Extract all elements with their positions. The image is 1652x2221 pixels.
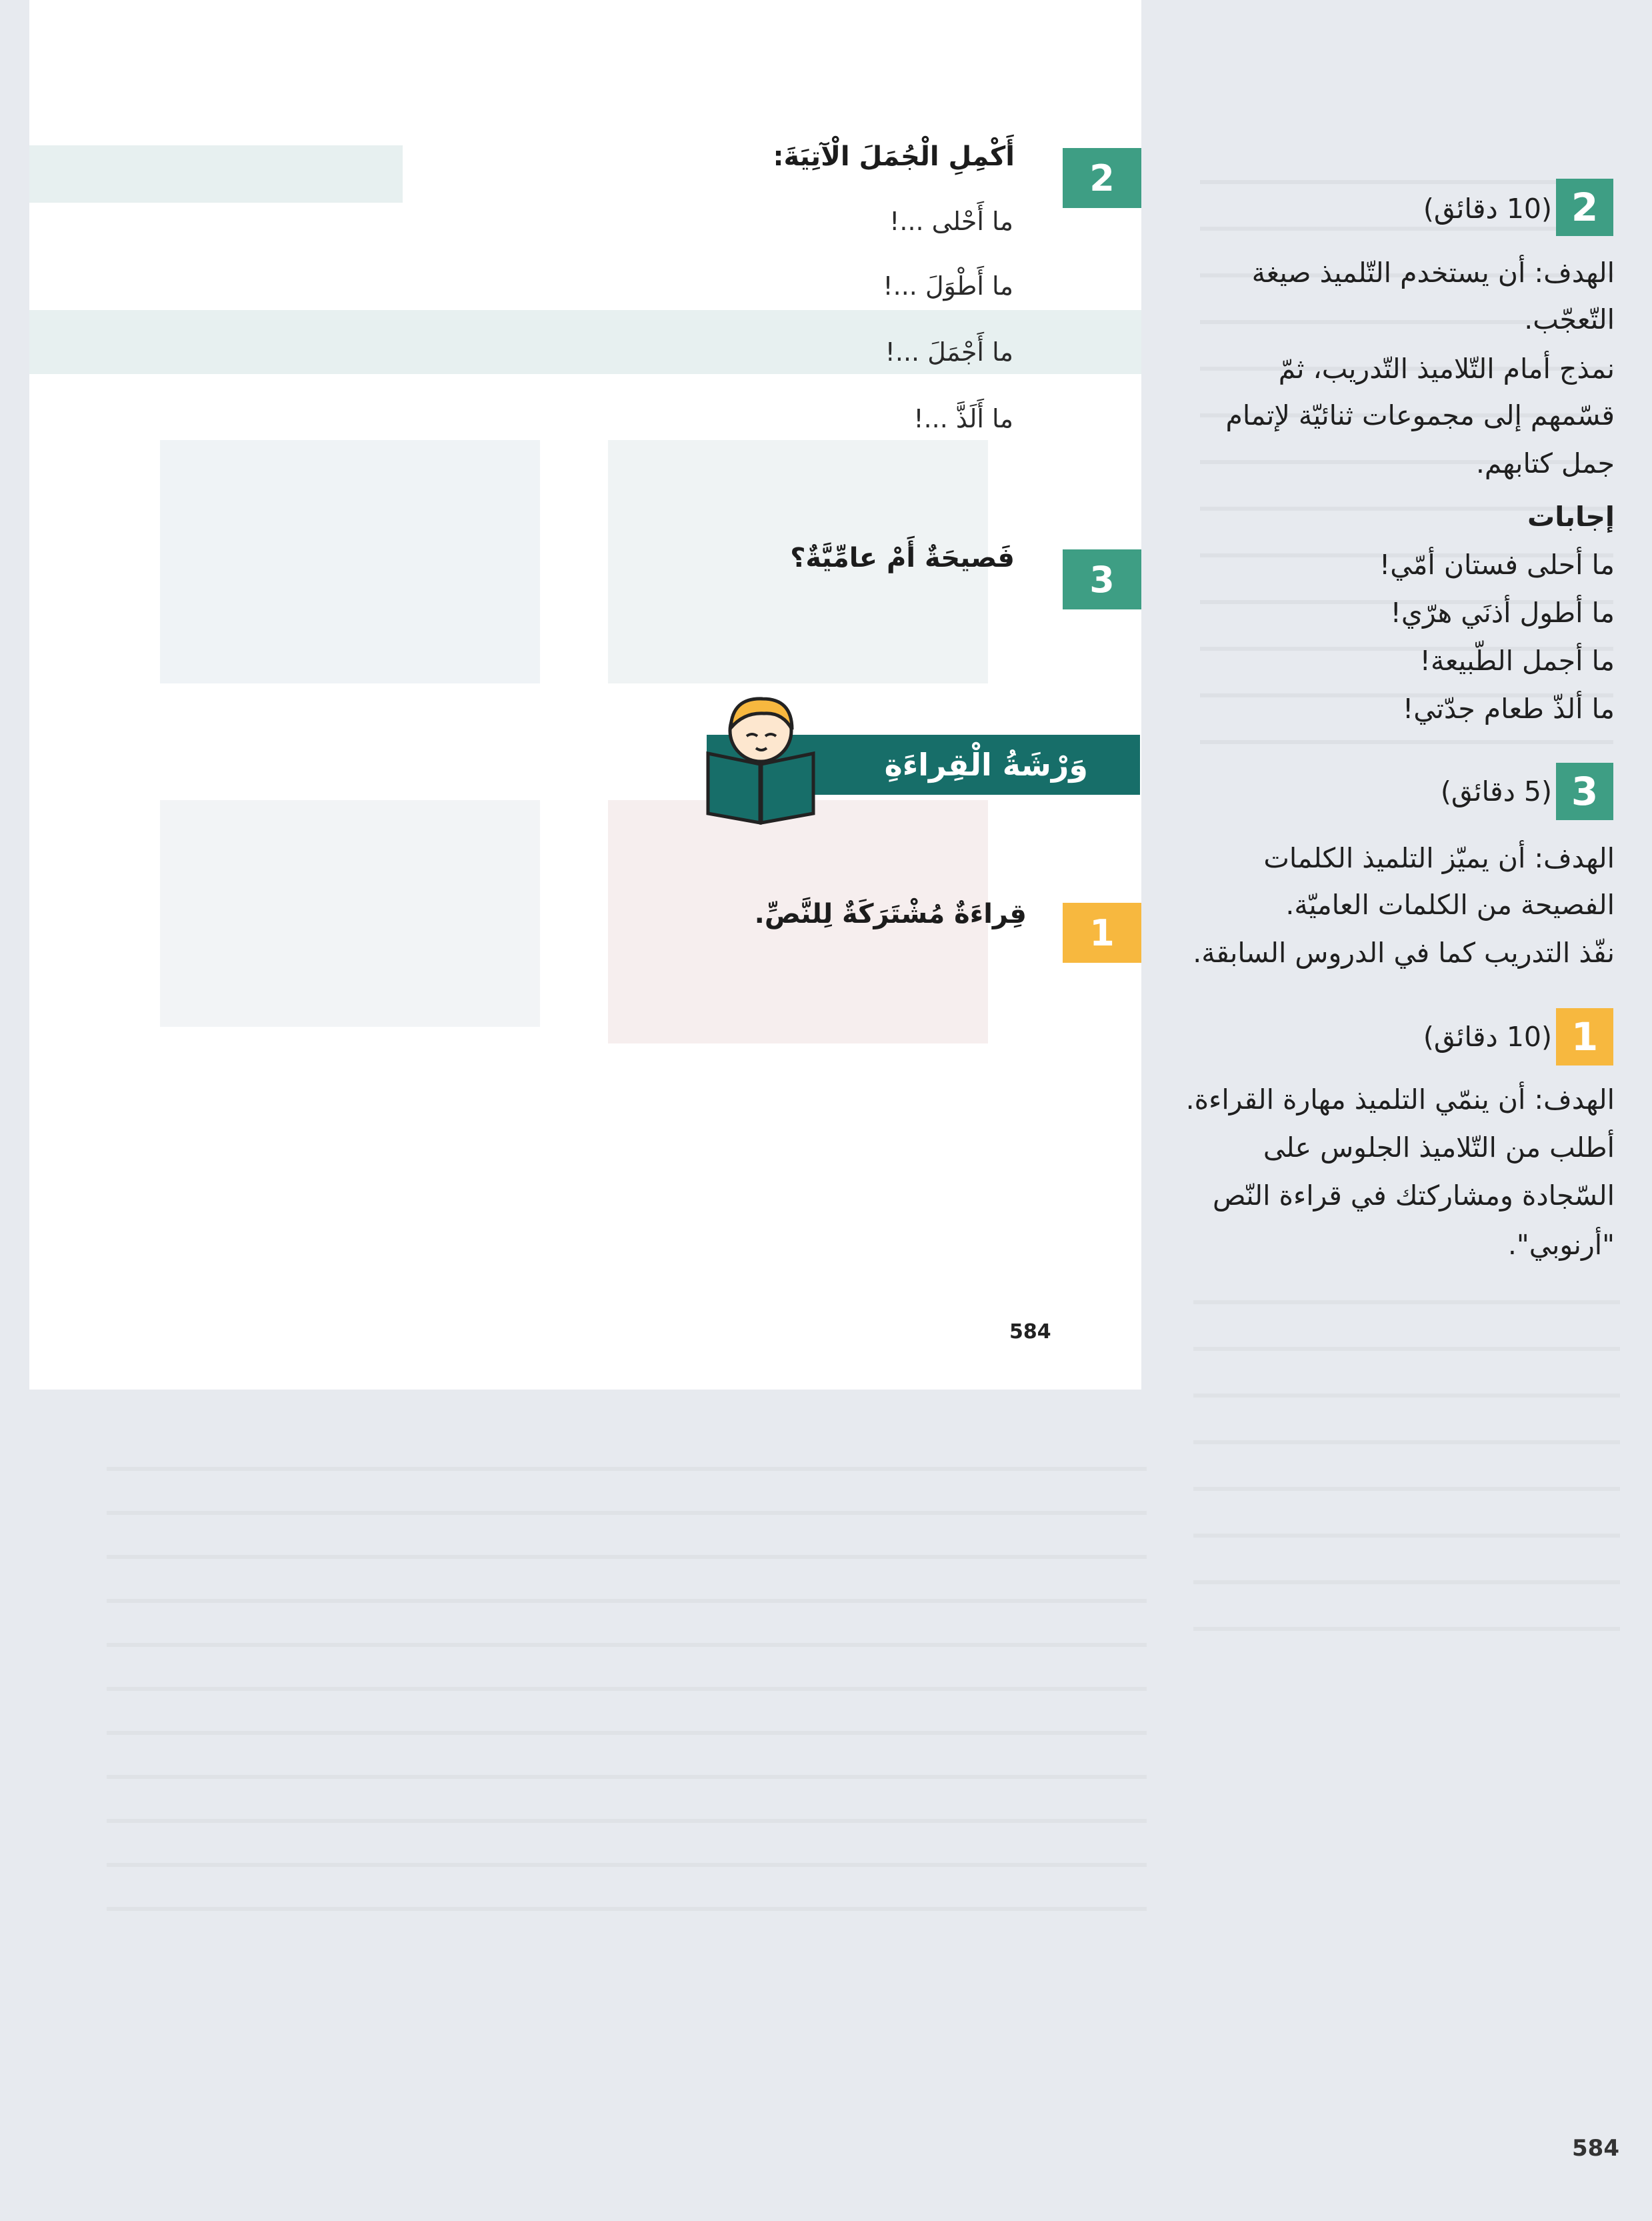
section-1-number: 1 [1063, 903, 1141, 963]
student-page-number: 584 [1009, 1320, 1051, 1344]
show-through-photo [160, 440, 540, 683]
note-2-line: جمل كتابهم. [1475, 447, 1615, 479]
note-2-line: نمذج أمام التّلاميذ التّدريب، ثمّ [1278, 353, 1615, 385]
note-1-line: "أرنوبي". [1507, 1229, 1615, 1261]
note-3-duration: (5 دقائق) [1440, 775, 1552, 807]
note-2-line: التّعجّب. [1524, 303, 1615, 335]
sentence-line: ما أَلَذَّ ...! [913, 404, 1013, 433]
section-3-number: 3 [1063, 549, 1141, 609]
note-3-line: الفصيحة من الكلمات العاميّة. [1285, 889, 1615, 921]
show-through-photo [160, 800, 540, 1027]
answer-line: ما أطول أذنَي هرّي! [1390, 597, 1615, 629]
note-2-number: 2 [1556, 179, 1613, 236]
note-2-line: قسّمهم إلى مجموعات ثنائيّة لإتمام [1225, 399, 1615, 431]
note-3-line: الهدف: أن يميّز التلميذ الكلمات [1263, 842, 1615, 874]
answer-line: ما ألذّ طعام جدّتي! [1402, 693, 1615, 725]
show-through-block [107, 1467, 1147, 1934]
student-page [29, 0, 1141, 1390]
note-1-line: أطلب من التّلاميذ الجلوس على [1263, 1132, 1615, 1164]
reading-child-icon [704, 689, 817, 829]
section-2-number: 2 [1063, 148, 1141, 208]
note-1-duration: (10 دقائق) [1423, 1021, 1552, 1053]
answer-line: ما أجمل الطّبيعة! [1419, 645, 1615, 677]
note-1-line: الهدف: أن ينمّي التلميذ مهارة القراءة. [1185, 1083, 1615, 1116]
sentence-line: ما أَطْوَلَ ...! [883, 271, 1013, 301]
answers-title: إجابات [1527, 501, 1615, 533]
teacher-page-number: 584 [1572, 2135, 1619, 2162]
section-3-heading: فَصيحَةٌ أَمْ عامِّيَّةٌ؟ [790, 543, 1015, 573]
answer-line: ما أحلى فستان أمّي! [1379, 549, 1615, 581]
note-2-line: الهدف: أن يستخدم التّلميذ صيغة [1251, 257, 1615, 289]
section-1-heading: قِراءَةٌ مُشْتَرَكَةٌ لِلنَّصِّ. [754, 899, 1027, 929]
note-3-line: نفّذ التدريب كما في الدروس السابقة. [1193, 937, 1615, 969]
sentence-line: ما أَحْلى ...! [889, 207, 1013, 236]
note-1-line: السّجادة ومشاركتك في قراءة النّص [1213, 1180, 1615, 1212]
reading-workshop-banner: وَرْشَةُ الْقِراءَةِ [707, 735, 1140, 795]
note-2-duration: (10 دقائق) [1423, 193, 1552, 225]
note-3-number: 3 [1556, 763, 1613, 820]
sentence-line: ما أَجْمَلَ ...! [885, 337, 1013, 367]
show-through-block [1193, 1300, 1620, 1634]
note-1-number: 1 [1556, 1008, 1613, 1065]
show-through-band [29, 145, 403, 203]
section-2-heading: أَكْمِلِ الْجُمَلَ الْآتِيَةَ: [773, 141, 1015, 172]
